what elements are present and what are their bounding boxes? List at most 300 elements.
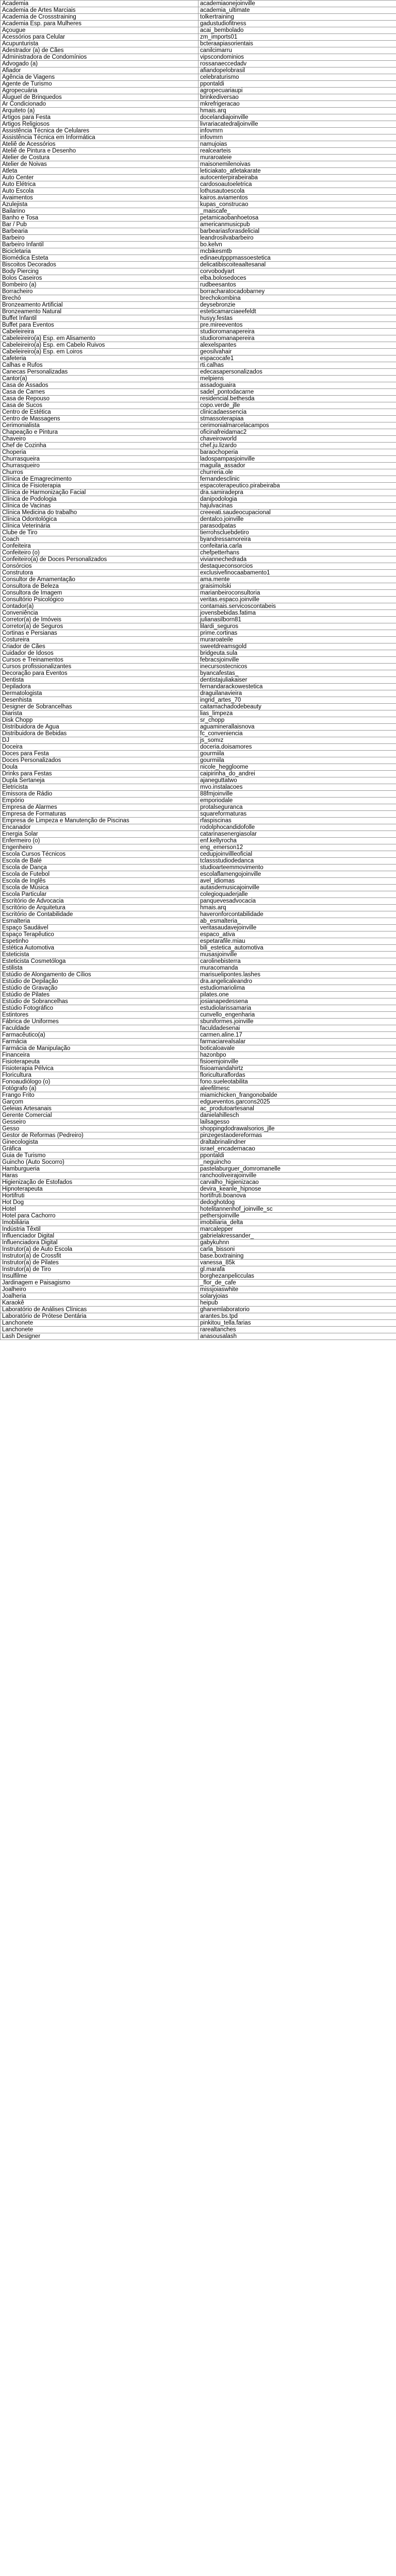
table-row xyxy=(1,1092,396,1099)
category-cell: Empório xyxy=(1,798,199,804)
table-row xyxy=(1,918,396,925)
table-row xyxy=(1,94,396,101)
table-row xyxy=(1,262,396,268)
category-cell: Adestrador (a) de Cães xyxy=(1,47,199,54)
username-cell: pinkitou_tella.farias xyxy=(199,1320,396,1327)
table-row xyxy=(1,1059,396,1065)
category-cell: Karaokê xyxy=(1,1300,199,1307)
table-row xyxy=(1,623,396,630)
username-cell: rarealtanches xyxy=(199,1327,396,1333)
username-cell: byandressamoreira xyxy=(199,536,396,543)
category-cell: Fisioterapeuta xyxy=(1,1059,199,1065)
category-cell: Artigos Religiosos xyxy=(1,121,199,128)
table-row xyxy=(1,865,396,871)
table-row xyxy=(1,1146,396,1153)
username-cell: realcearteis xyxy=(199,148,396,155)
table-row xyxy=(1,637,396,643)
username-cell: ama.mente xyxy=(199,577,396,583)
table-row xyxy=(1,1219,396,1226)
table-row xyxy=(1,409,396,416)
username-cell: danielahillesch xyxy=(199,1112,396,1119)
category-cell: Emissora de Rádio xyxy=(1,791,199,798)
table-row xyxy=(1,1280,396,1286)
category-cell: Cabeleireiro(a) Esp. em Alisamento xyxy=(1,335,199,342)
table-row xyxy=(1,1032,396,1039)
username-cell: 88fmjoinville xyxy=(199,791,396,798)
username-cell: borghezanpelicculas xyxy=(199,1273,396,1280)
username-cell: pinzegestaodereformas xyxy=(199,1132,396,1139)
category-cell: Bronzeamento Natural xyxy=(1,309,199,315)
table-row xyxy=(1,1246,396,1253)
username-cell: carmen.aline.17 xyxy=(199,1032,396,1039)
table-row xyxy=(1,295,396,302)
table-row xyxy=(1,47,396,54)
category-cell: Cantor(a) xyxy=(1,376,199,382)
username-cell: ingrid_artes_70 xyxy=(199,697,396,704)
table-row xyxy=(1,570,396,577)
table-row xyxy=(1,804,396,811)
category-cell: Contador(a) xyxy=(1,603,199,610)
category-cell: Escola Cursos Técnicos xyxy=(1,851,199,858)
table-row xyxy=(1,731,396,737)
category-cell: Biscoitos Decorados xyxy=(1,262,199,268)
username-cell: pilates.one xyxy=(199,992,396,998)
table-row xyxy=(1,543,396,550)
table-row xyxy=(1,771,396,777)
category-cell: Doces para Festa xyxy=(1,751,199,757)
username-cell: lothusautoescola xyxy=(199,188,396,195)
category-cell: Hotel para Cachorro xyxy=(1,1213,199,1219)
table-row xyxy=(1,416,396,422)
category-cell: Atelier de Noivas xyxy=(1,161,199,168)
category-cell: Estética Automotiva xyxy=(1,945,199,952)
category-cell: Hamburgueria xyxy=(1,1166,199,1173)
category-cell: Clube de Tiro xyxy=(1,530,199,536)
category-cell: Brechó xyxy=(1,295,199,302)
table-row xyxy=(1,972,396,978)
table-row xyxy=(1,844,396,851)
username-cell: rfaspiscinas xyxy=(199,818,396,824)
username-cell: parasodpatas xyxy=(199,523,396,530)
table-row xyxy=(1,1313,396,1320)
category-cell: Espaço Terapêutico xyxy=(1,931,199,938)
category-cell: Doces Personalizados xyxy=(1,757,199,764)
username-cell: barbeariasforasdelicial xyxy=(199,228,396,235)
table-row xyxy=(1,1333,396,1340)
table-row xyxy=(1,1025,396,1032)
category-cell: Financeira xyxy=(1,1052,199,1059)
username-cell: muraroateile xyxy=(199,637,396,643)
username-cell: sweetdreamsgold xyxy=(199,643,396,650)
table-row xyxy=(1,998,396,1005)
category-cell: Escritório de Arquitetura xyxy=(1,905,199,911)
username-cell: emporiodale xyxy=(199,798,396,804)
username-cell: floriculturaflordas xyxy=(199,1072,396,1079)
username-cell: leandrosilvabarbeiro xyxy=(199,235,396,242)
table-row xyxy=(1,1,396,7)
category-cell: Clínica de Emagrecimento xyxy=(1,476,199,483)
table-row xyxy=(1,811,396,818)
username-cell: oficinafreidamac2 xyxy=(199,429,396,436)
username-cell: cardosoautoeletrica xyxy=(199,181,396,188)
username-cell: acai_bembolado xyxy=(199,27,396,34)
table-row xyxy=(1,449,396,456)
category-cell: Cortinas e Persianas xyxy=(1,630,199,637)
category-cell: Frango Frito xyxy=(1,1092,199,1099)
username-cell: stmassoterapiaa xyxy=(199,416,396,422)
username-cell: maguila_assador xyxy=(199,463,396,469)
username-cell: muracomanda xyxy=(199,965,396,972)
table-row xyxy=(1,21,396,27)
username-cell: corvobodyart xyxy=(199,268,396,275)
username-cell: _maiscafe_ xyxy=(199,208,396,215)
username-cell: cedupjoinvillleoficial xyxy=(199,851,396,858)
table-row xyxy=(1,536,396,543)
category-cell: Artigos para Festa xyxy=(1,114,199,121)
category-cell: Casa de Repouso xyxy=(1,396,199,402)
table-row xyxy=(1,818,396,824)
table-row xyxy=(1,878,396,885)
table-row xyxy=(1,282,396,289)
category-cell: Gestor de Reformas (Pedreiro) xyxy=(1,1132,199,1139)
category-cell: Consultório Psicológico xyxy=(1,597,199,603)
category-cell: Haras xyxy=(1,1173,199,1179)
table-row xyxy=(1,369,396,376)
table-row xyxy=(1,27,396,34)
category-cell: Geleias Artesanais xyxy=(1,1106,199,1112)
table-row xyxy=(1,322,396,329)
username-cell: bridgeuta.sula xyxy=(199,650,396,657)
table-row xyxy=(1,67,396,74)
table-row xyxy=(1,134,396,141)
category-cell: Casa de Carnes xyxy=(1,389,199,396)
category-cell: Conveniência xyxy=(1,610,199,617)
username-cell: imobiliaria_delta xyxy=(199,1219,396,1226)
username-cell: josianapedessena xyxy=(199,998,396,1005)
table-row xyxy=(1,1233,396,1240)
username-cell: farmaciarealsalar xyxy=(199,1039,396,1045)
table-row xyxy=(1,201,396,208)
username-cell: gourmiila xyxy=(199,751,396,757)
username-cell: ppontaldi xyxy=(199,1153,396,1159)
table-row xyxy=(1,88,396,94)
username-cell: confeitaria.carla xyxy=(199,543,396,550)
category-cell: Doceira xyxy=(1,744,199,751)
username-cell: baraochoperia xyxy=(199,449,396,456)
category-cell: Chapeação e Pintura xyxy=(1,429,199,436)
table-row xyxy=(1,389,396,396)
category-cell: Azulejista xyxy=(1,201,199,208)
username-cell: ac_produtoartesanal xyxy=(199,1106,396,1112)
category-cell: Escritório de Advocacia xyxy=(1,898,199,905)
username-cell: viviannechedrada xyxy=(199,556,396,563)
username-cell: hazonbpo xyxy=(199,1052,396,1059)
table-row xyxy=(1,664,396,670)
username-cell: sr_chopp xyxy=(199,717,396,724)
category-cell: Açougue xyxy=(1,27,199,34)
category-cell: Depiladora xyxy=(1,684,199,690)
category-cell: Ginecologista xyxy=(1,1139,199,1146)
table-row xyxy=(1,1286,396,1293)
username-cell: americanmusicpub xyxy=(199,222,396,228)
table-row xyxy=(1,489,396,496)
username-cell: autocenterpirabeiraba xyxy=(199,175,396,181)
category-cell: Assistência Técnica em Informática xyxy=(1,134,199,141)
username-cell: carvalho_higienizacao xyxy=(199,1179,396,1186)
category-cell: Consultora de Imagem xyxy=(1,590,199,597)
username-cell: doceria.doisamores xyxy=(199,744,396,751)
category-cell: Doula xyxy=(1,764,199,771)
table-row xyxy=(1,195,396,201)
category-cell: Barbearia xyxy=(1,228,199,235)
username-cell: shoppingdodrawalsorios_jlle xyxy=(199,1126,396,1132)
username-cell: missjoiaswhite xyxy=(199,1286,396,1293)
username-cell: aguaminerallaisnova xyxy=(199,724,396,731)
username-cell: tierrohscluebdetiro xyxy=(199,530,396,536)
category-cell: Advogado (a) xyxy=(1,61,199,67)
category-cell: Arquiteto (a) xyxy=(1,108,199,114)
category-cell: Insulfilme xyxy=(1,1273,199,1280)
username-cell: edecasapersonalizados xyxy=(199,369,396,376)
table-row xyxy=(1,242,396,248)
table-row xyxy=(1,1139,396,1146)
table-row xyxy=(1,1039,396,1045)
category-cell: Academia de Crossstraining xyxy=(1,14,199,21)
table-row xyxy=(1,744,396,751)
category-cell: Cafeteria xyxy=(1,355,199,362)
table-row xyxy=(1,958,396,965)
table-row xyxy=(1,1126,396,1132)
username-cell: ab_esmalteria_ xyxy=(199,918,396,925)
table-row xyxy=(1,476,396,483)
table-row xyxy=(1,1072,396,1079)
category-cell: Consultor de Amamentação xyxy=(1,577,199,583)
table-row xyxy=(1,965,396,972)
table-row xyxy=(1,188,396,195)
username-cell: faculdadesenai xyxy=(199,1025,396,1032)
username-cell: infovmrn xyxy=(199,134,396,141)
username-cell: contamais.servicoscontabeis xyxy=(199,603,396,610)
category-cell: Administradora de Condomínios xyxy=(1,54,199,61)
table-row xyxy=(1,657,396,664)
table-row xyxy=(1,496,396,503)
category-cell: Estúdio de Sobrancelhas xyxy=(1,998,199,1005)
category-cell: Imobiliária xyxy=(1,1219,199,1226)
table-row xyxy=(1,945,396,952)
category-cell: Empresa de Formaturas xyxy=(1,811,199,818)
category-cell: Coach xyxy=(1,536,199,543)
username-cell: draguilanavieira xyxy=(199,690,396,697)
category-cell: Instrutor(a) de Pilates xyxy=(1,1260,199,1266)
username-cell: sadel_pontodacarne xyxy=(199,389,396,396)
username-cell: gabrielakressander_ xyxy=(199,1233,396,1240)
table-row xyxy=(1,777,396,784)
category-cell: DJ xyxy=(1,737,199,744)
category-cell: Ateliê de Acessórios xyxy=(1,141,199,148)
table-row xyxy=(1,342,396,349)
username-cell: enf.kellyrocha xyxy=(199,838,396,844)
category-cell: Barbeiro Infantil xyxy=(1,242,199,248)
category-cell: Agência de Viagens xyxy=(1,74,199,81)
category-cell: Chef de Cozinha xyxy=(1,443,199,449)
table-row xyxy=(1,1065,396,1072)
category-cell: Cursos e Treinamentos xyxy=(1,657,199,664)
category-cell: Buffet Infantil xyxy=(1,315,199,322)
username-cell: petamicaobanhoetosa xyxy=(199,215,396,222)
category-cell: Farmacêutico(a) xyxy=(1,1032,199,1039)
category-cell: Bolos Caseiros xyxy=(1,275,199,282)
table-row xyxy=(1,791,396,798)
table-row xyxy=(1,81,396,88)
username-cell: carla_bissoni xyxy=(199,1246,396,1253)
username-cell: devira_keanle_hipnose xyxy=(199,1186,396,1193)
username-cell: avel_idiomas xyxy=(199,878,396,885)
username-cell: rudbeesantos xyxy=(199,282,396,289)
category-cell: Fisioterapia Pélvica xyxy=(1,1065,199,1072)
username-cell: solaryjoias xyxy=(199,1293,396,1300)
table-row xyxy=(1,650,396,657)
category-cell: Corretor(a) de Imóveis xyxy=(1,617,199,623)
category-cell: Cabeleireiro(a) Esp. em Loiros xyxy=(1,349,199,355)
category-cell: Laboratório de Análises Clínicas xyxy=(1,1307,199,1313)
category-cell: Estilista xyxy=(1,965,199,972)
category-cell: Clínica Veterinária xyxy=(1,523,199,530)
category-cell: Clínica de Harmonização Facial xyxy=(1,489,199,496)
category-cell: Faculdade xyxy=(1,1025,199,1032)
category-cell: Agente de Turismo xyxy=(1,81,199,88)
username-cell: chefpetterhans xyxy=(199,550,396,556)
username-cell: protalseguranca xyxy=(199,804,396,811)
username-cell: colegioquaderjalle xyxy=(199,891,396,898)
username-cell: namujoias xyxy=(199,141,396,148)
username-cell: fernandesclinic xyxy=(199,476,396,483)
table-row xyxy=(1,355,396,362)
category-cell: Confeiteiro(a) de Doces Personalizados xyxy=(1,556,199,563)
username-cell: nicole_heggloome xyxy=(199,764,396,771)
table-row xyxy=(1,563,396,570)
category-cell: Influenciador Digital xyxy=(1,1233,199,1240)
category-cell: Corretor(a) de Seguros xyxy=(1,623,199,630)
category-cell: Criador de Cães xyxy=(1,643,199,650)
username-cell: aleefilmesc xyxy=(199,1086,396,1092)
username-cell: studioromanapereira xyxy=(199,335,396,342)
table-row xyxy=(1,690,396,697)
username-cell: infovmrn xyxy=(199,128,396,134)
category-cell: Instrutor(a) de Tiro xyxy=(1,1266,199,1273)
category-cell: Hotel xyxy=(1,1206,199,1213)
category-cell: Designer de Sobrancelhas xyxy=(1,704,199,710)
username-cell: lilardi_seguros xyxy=(199,623,396,630)
category-cell: Gerente Comercial xyxy=(1,1112,199,1119)
category-cell: Bombeiro (a) xyxy=(1,282,199,289)
username-cell: lias_limpeza xyxy=(199,710,396,717)
category-cell: Indústria Têxtil xyxy=(1,1226,199,1233)
username-cell: husyy.festas xyxy=(199,315,396,322)
username-cell: _flor_de_cafe xyxy=(199,1280,396,1286)
category-cell: Churrasqueira xyxy=(1,456,199,463)
category-cell: Estúdio de Gravação xyxy=(1,985,199,992)
username-cell: hortifruti.boanova xyxy=(199,1193,396,1199)
category-cell: Consultora de Beleza xyxy=(1,583,199,590)
username-cell: mkrefrigeracao xyxy=(199,101,396,108)
username-cell: zm_imports01 xyxy=(199,34,396,41)
category-cell: Atelier de Costura xyxy=(1,155,199,161)
username-cell: graisimolski xyxy=(199,583,396,590)
category-cell: Instrutor(a) de Auto Escola xyxy=(1,1246,199,1253)
category-cell: Borracheiro xyxy=(1,289,199,295)
table-row xyxy=(1,463,396,469)
table-row xyxy=(1,1293,396,1300)
username-cell: lailsagesso xyxy=(199,1119,396,1126)
username-cell: assadoguaira xyxy=(199,382,396,389)
category-cell: Eletricista xyxy=(1,784,199,791)
table-row xyxy=(1,215,396,222)
category-cell: Bailarino xyxy=(1,208,199,215)
table-row xyxy=(1,704,396,710)
table-row xyxy=(1,1052,396,1059)
table-row xyxy=(1,1159,396,1166)
category-cell: Acessórios para Celular xyxy=(1,34,199,41)
username-cell: residencial.bethesda xyxy=(199,396,396,402)
category-cell: Espetinho xyxy=(1,938,199,945)
table-row xyxy=(1,938,396,945)
table-row xyxy=(1,275,396,282)
category-cell: Hipnoterapeuta xyxy=(1,1186,199,1193)
table-row xyxy=(1,617,396,623)
table-row xyxy=(1,128,396,134)
table-row xyxy=(1,168,396,175)
table-row xyxy=(1,429,396,436)
category-cell: Centro de Estética xyxy=(1,409,199,416)
username-cell: academiaonejoinville xyxy=(199,1,396,7)
table-row xyxy=(1,1019,396,1025)
category-cell: Farmácia de Manipulação xyxy=(1,1045,199,1052)
category-cell: Academia Esp. para Mulheres xyxy=(1,21,199,27)
category-cell: Ar Condicionado xyxy=(1,101,199,108)
table-row xyxy=(1,175,396,181)
username-cell: hmais.arq xyxy=(199,108,396,114)
table-row xyxy=(1,329,396,335)
table-row xyxy=(1,108,396,114)
username-cell: eng_emerson12 xyxy=(199,844,396,851)
username-cell: fernandarackowestetica xyxy=(199,684,396,690)
table-row xyxy=(1,911,396,918)
table-row xyxy=(1,268,396,275)
table-row xyxy=(1,556,396,563)
username-cell: fono.sueleotabilita xyxy=(199,1079,396,1086)
username-cell: danipodologia xyxy=(199,496,396,503)
category-cell: Auto Elétrica xyxy=(1,181,199,188)
username-cell: caipirinha_do_andrei xyxy=(199,771,396,777)
table-row xyxy=(1,577,396,583)
category-cell: Fábrica de Uniformes xyxy=(1,1019,199,1025)
category-cell: Gráfica xyxy=(1,1146,199,1153)
table-row xyxy=(1,208,396,215)
category-cell: Dentista xyxy=(1,677,199,684)
category-cell: Desenhista xyxy=(1,697,199,704)
table-row xyxy=(1,436,396,443)
category-cell: Barbeiro xyxy=(1,235,199,242)
table-row xyxy=(1,1119,396,1126)
category-cell: Lash Designer xyxy=(1,1333,199,1340)
table-row xyxy=(1,141,396,148)
username-cell: fc_conveniencia xyxy=(199,731,396,737)
username-cell: alexelspantes xyxy=(199,342,396,349)
category-cell: Engenheiro xyxy=(1,844,199,851)
category-cell: Guincho (Auto Socorro) xyxy=(1,1159,199,1166)
table-row xyxy=(1,74,396,81)
username-cell: ladospampasjoinville xyxy=(199,456,396,463)
